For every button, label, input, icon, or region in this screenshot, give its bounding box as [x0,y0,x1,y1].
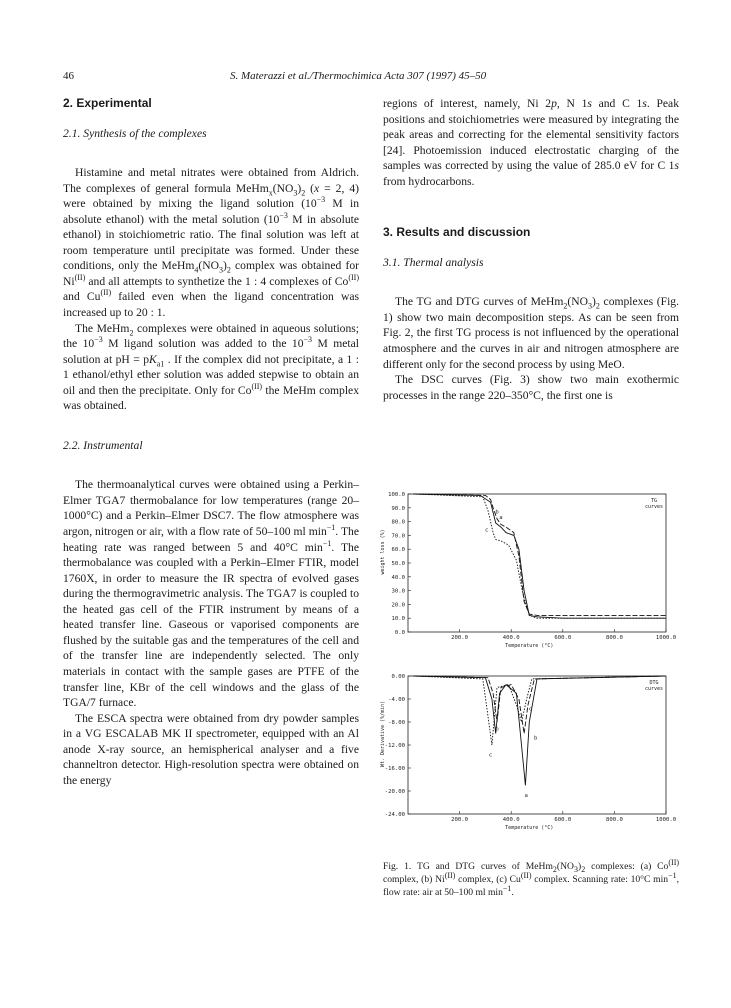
dtg-xlabel: Temperature (°C) [505,825,554,830]
tg-ytick-label: 20.0 [391,602,405,609]
paragraph-instrumental-2: The ESCA spectra were obtained from dry powder samples in a VG ESCALAB MK II spectrometer, equipped with an Al anode X-ray source, an hemispherical analyser and a five channeltron detector. High-resolution spectra were obtained on the energy [63,711,359,787]
figure-1 [378,478,678,830]
subsection-heading-instrumental: 2.2. Instrumental [63,438,143,452]
dtg-xtick-label: 600.0 [554,817,572,823]
paragraph-esca-cont: regions of interest, namely, Ni 2p, N 1s and C 1s. Peak positions and stoichiometries were measured by integrating the peak areas and correcting for the elemental sensitivity factors [24]. Photoemission induced electrostatic charging of the samples was corrected by using the value of 285.0 eV for C 1s from hydrocarbons. [383,97,679,188]
dtg-annotation-c-second: c [528,706,533,713]
figure-1-plot [378,478,678,830]
subsection-heading-thermal: 3.1. Thermal analysis [383,255,484,269]
tg-ytick-label: 100.0 [388,492,405,498]
tg-xtick-label: 1000.0 [655,635,677,641]
tg-ytick-label: 10.0 [391,616,405,623]
subsection-heading-synthesis: 2.1. Synthesis of the complexes [63,126,207,140]
tg-annotation-b: b [495,509,499,516]
dtg-frame [408,676,666,814]
tg-ytick-label: 50.0 [391,561,405,567]
section-heading-results: 3. Results and discussion [383,225,531,240]
dtg-ytick-label: -8.00 [388,720,405,726]
tg-ytick-label: 70.0 [391,533,405,540]
tg-annotation-a: a [499,514,503,521]
paragraph-synthesis-2: The MeHm$_2$ complexes were obtained in aqueous solutions; the $10^{-3}$ M ligand solution was added to the $10^{-3}$ M metal solution at pH = $pK_{a1}$ . If the complex did not precipitate, a 1 : 1 ethanol/ethyl ether solution was added stepwise to obtain an oil and then the precipitate. Only for $Co^{(II)}$ the MeHm complex was obtained. [63,321,360,413]
dtg-annotation-b-second: b [534,735,538,742]
tg-xtick-label: 200.0 [451,635,469,641]
dtg-xtick-label: 800.0 [605,817,623,823]
tg-ytick-label: 0.0 [394,630,405,636]
dtg-xtick-label: 1000.0 [655,817,677,823]
dtg-ytick-label: -12.00 [384,743,405,749]
paragraph-instrumental-1: The thermoanalytical curves were obtained using a Perkin–Elmer TGA7 thermobalance for low temperatures (range 20–1000°C) and a Perkin–Elmer DSC7. The flow atmosphere was argon, nitrogen or air, with a flow rate of 50–100 ml $\min^{-1}$. The heating rate was ranged between 5 and 40°C $\min^{-1}$. The thermobalance was coupled with a Perkin–Elmer FTIR, model 1760X, in order to measure the IR spectra of evolved gases during the thermogravimetric analysis. The TGA7 is coupled to the heated gas cell of the FTIR instrument by means of a heated transfer line. Gaseous or vaporised components are flushed by the suitable gas and the temperatures of the cell and of the transfer line are independently selected. The only materials in contact with the sample gases are PTFE of the transfer line, KBr of the cell windows and the glass of the TGA/7 furnace. [63,478,359,710]
tg-ytick-label: 90.0 [391,505,405,512]
tg-ytick-label: 80.0 [391,519,405,526]
dtg-ytick-label: -20.00 [384,789,405,795]
dtg-series-a [413,676,666,785]
dtg-title-line1: DTG [649,680,659,686]
dtg-annotation-a: a [524,792,528,799]
dtg-ytick-label: -4.00 [388,697,405,703]
figure-1-caption: Fig. 1. TG and DTG curves of $MeHm_2(NO_3)_2$ complexes: (a) $Co^{(II)}$ complex, (b) $Ni^{(II)}$ complex, (c) $Cu^{(II)}$ complex. Scanning rate: 10°C $\min^{-1}$, flow rate: air at 50–100 ml $\min^{-1}$. [383,857,680,899]
tg-ylabel: weight loss (%) [380,529,386,575]
tg-annotation-c: c [485,527,489,534]
tg-xlabel: Temperature (°C) [505,643,554,649]
dtg-annotation-c: c [488,752,493,759]
right-column [383,96,679,403]
dtg-ytick-label: -16.00 [384,766,405,772]
dtg-xtick-label: 400.0 [502,817,520,823]
dtg-ytick-label: -24.00 [384,812,405,818]
tg-series-a [413,494,666,618]
tg-ytick-label: 30.0 [391,588,405,595]
dtg-xtick-label: 200.0 [451,817,469,823]
tg-ytick-label: 40.0 [391,574,405,581]
tg-series-c [413,494,666,618]
paragraph-thermal-1: The TG and DTG curves of $MeHm_2(NO_3)_2$ complexes (Fig. 1) show two main decomposition steps. As can be seen from Fig. 2, the first TG process is not influenced by the operational atmosphere and the curves in air and nitrogen atmosphere are different only for the second process by using MeO. [383,295,679,371]
tg-xtick-label: 400.0 [502,635,520,641]
dtg-series-b [413,676,666,734]
tg-ytick-label: 60.0 [391,547,405,554]
section-heading-experimental: 2. Experimental [63,96,152,110]
dtg-ylabel: Wt. Derivative (%/min) [380,700,386,768]
dtg-annotation-b: b [495,726,499,733]
paragraph-synthesis-1: Histamine and metal nitrates were obtained from Aldrich. The complexes of general formula $MeHm_x(NO_3)_2$ (x = 2, 4) were obtained by mixing the ligand solution ($10^{-3}$ M in absolute ethanol) with the metal solution ($10^{-3}$ M in absolute ethanol) in stoichiometric ratio. The final solution was left at room temperature until precipitate was formed. Under these conditions, only the $MeHm_4(NO_3)_2$ complex was obtained for $Ni^{(II)}$ and all attempts to synthetize the 1 : 4 complexes of $Co^{(II)}$ and $Cu^{(II)}$ failed even when the ligand concentration was increased up to 20 : 1. [63,166,360,320]
page-number: 46 [63,70,74,82]
tg-title-line1: TG [650,498,658,504]
tg-xtick-label: 800.0 [605,635,623,641]
tg-title-line2: curves [644,504,664,510]
dtg-ytick-label: 0.00 [391,674,405,680]
running-head: S. Materazzi et al./Thermochimica Acta 307 (1997) 45–50 [230,70,487,82]
dtg-title-line2: curves [644,686,664,692]
tg-frame [408,494,666,632]
tg-xtick-label: 600.0 [554,635,572,641]
left-column [63,96,359,788]
dtg-series-c [413,676,666,745]
paragraph-thermal-2: The DSC curves (Fig. 3) show two main exothermic processes in the range 220–350°C, the first one is [383,373,679,402]
tg-series-b [413,494,666,615]
